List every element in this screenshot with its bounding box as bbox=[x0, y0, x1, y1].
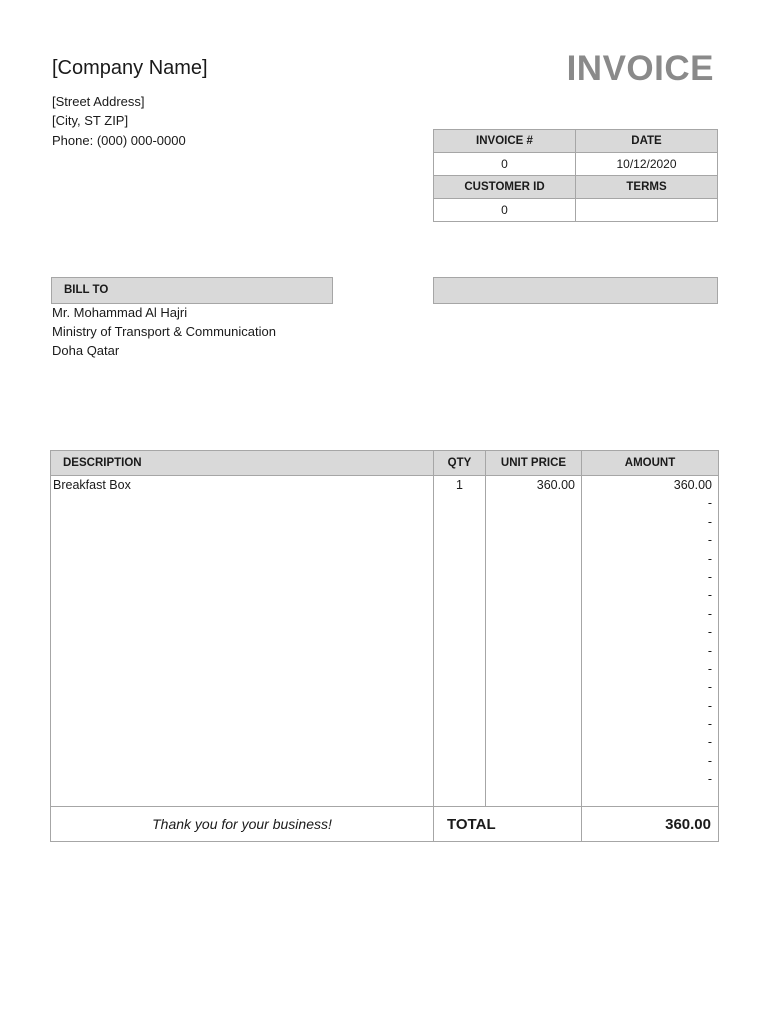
totals-row bbox=[51, 807, 719, 842]
date-label: DATE bbox=[576, 130, 718, 153]
invoice-title: INVOICE bbox=[566, 49, 714, 88]
empty-amount: - bbox=[707, 533, 712, 548]
empty-amount: - bbox=[707, 551, 712, 566]
total-value: 360.00 bbox=[582, 807, 719, 842]
empty-amount: - bbox=[707, 661, 712, 676]
city-state-zip: [City, ST ZIP] bbox=[52, 113, 129, 128]
bill-to-name: Mr. Mohammad Al Hajri bbox=[52, 305, 188, 320]
invoice-number-label: INVOICE # bbox=[434, 130, 576, 153]
empty-amount: - bbox=[707, 680, 712, 695]
customer-id-value[interactable]: 0 bbox=[434, 199, 576, 222]
empty-amount: - bbox=[707, 772, 712, 787]
bill-to-organization: Ministry of Transport & Communication bbox=[52, 324, 276, 339]
bill-to-location: Doha Qatar bbox=[52, 343, 120, 358]
empty-amount: - bbox=[707, 606, 712, 621]
bill-to-block bbox=[52, 303, 276, 360]
empty-amount: - bbox=[707, 698, 712, 713]
empty-amount: - bbox=[707, 735, 712, 750]
description-header: DESCRIPTION bbox=[51, 451, 434, 476]
line-items-table bbox=[50, 450, 719, 842]
item-description[interactable]: Breakfast Box bbox=[53, 478, 131, 492]
terms-label: TERMS bbox=[576, 176, 718, 199]
item-qty[interactable]: 1 bbox=[456, 478, 463, 492]
empty-amount: - bbox=[707, 496, 712, 511]
amount-header: AMOUNT bbox=[582, 451, 719, 476]
empty-amount: - bbox=[707, 753, 712, 768]
qty-header: QTY bbox=[434, 451, 486, 476]
empty-amount: - bbox=[707, 569, 712, 584]
street-address: [Street Address] bbox=[52, 94, 145, 109]
item-amount: 360.00 bbox=[673, 478, 712, 492]
invoice-number-value[interactable]: 0 bbox=[434, 153, 576, 176]
thank-you-note: Thank you for your business! bbox=[51, 807, 434, 842]
date-value[interactable]: 10/12/2020 bbox=[576, 153, 718, 176]
bill-to-header bbox=[51, 277, 333, 304]
item-unit-price[interactable]: 360.00 bbox=[536, 478, 575, 492]
terms-value[interactable] bbox=[576, 199, 718, 222]
customer-id-label: CUSTOMER ID bbox=[434, 176, 576, 199]
unit-price-header: UNIT PRICE bbox=[486, 451, 582, 476]
empty-amount: - bbox=[707, 514, 712, 529]
empty-amount: - bbox=[707, 643, 712, 658]
ship-to-header bbox=[433, 277, 718, 304]
empty-amount: - bbox=[707, 588, 712, 603]
company-phone: Phone: (000) 000-0000 bbox=[52, 133, 186, 148]
empty-amount: - bbox=[707, 625, 712, 640]
table-row bbox=[51, 476, 719, 807]
invoice-meta-table bbox=[433, 129, 718, 222]
company-name: [Company Name] bbox=[52, 57, 208, 79]
total-label: TOTAL bbox=[434, 807, 582, 842]
empty-amount: - bbox=[707, 717, 712, 732]
bill-to-label: BILL TO bbox=[64, 284, 109, 296]
